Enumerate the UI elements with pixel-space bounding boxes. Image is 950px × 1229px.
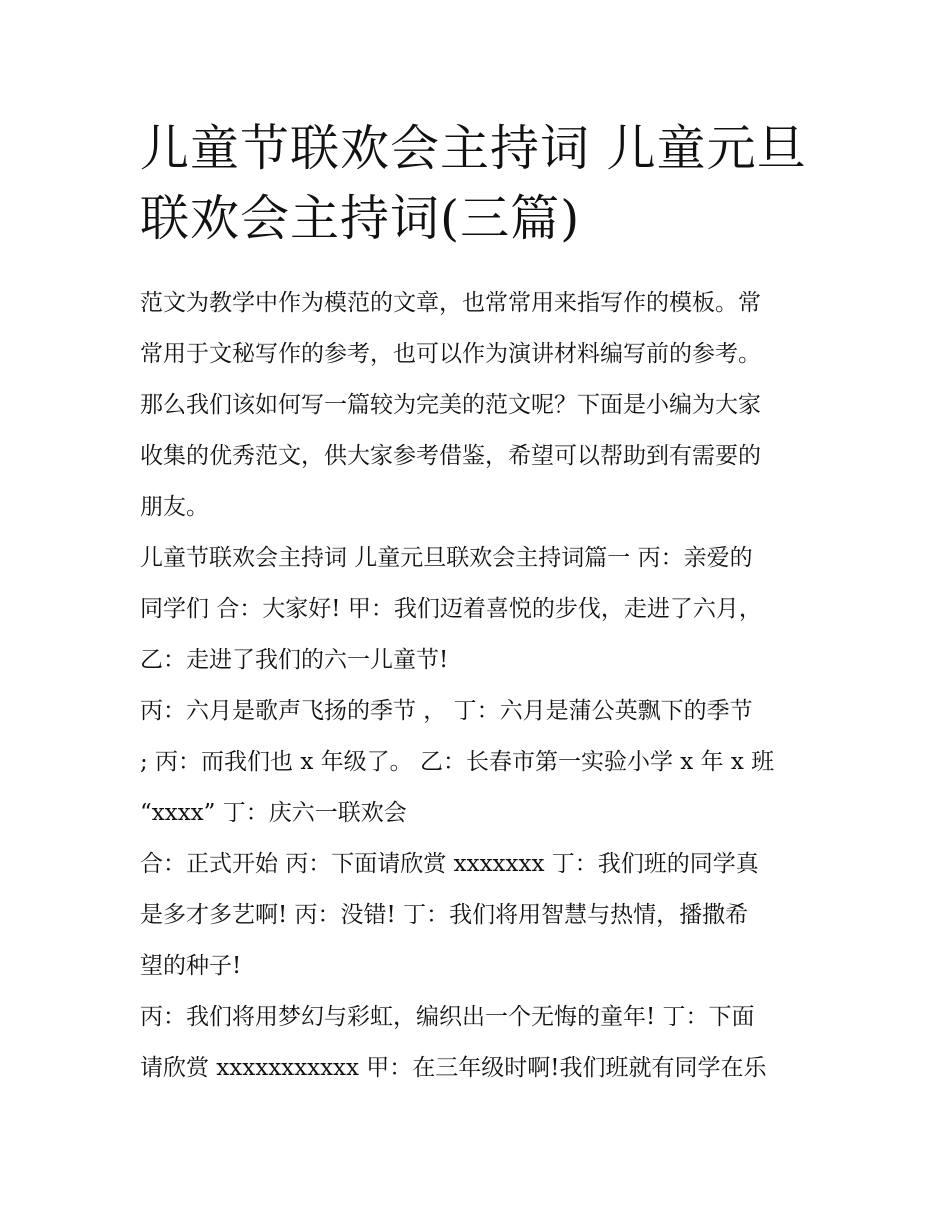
document-title xyxy=(140,114,820,254)
body-line: “xxxx” 丁：庆六一联欢会 xyxy=(140,800,407,826)
body-line: 常用于文秘写作的参考，也可以作为演讲材料编写前的参考。 xyxy=(140,341,761,367)
title-line: 儿童节联欢会主持词 儿童元旦 xyxy=(140,120,807,177)
body-line: 朋友。 xyxy=(140,494,209,520)
body-line: 请欣赏 xxxxxxxxxxx 甲：在三年级时啊!我们班就有同学在乐 xyxy=(140,1055,767,1081)
body-line: 同学们 合：大家好! 甲：我们迈着喜悦的步伐，走进了六月， xyxy=(140,596,762,622)
body-line: 那么我们该如何写一篇较为完美的范文呢？下面是小编为大家 xyxy=(140,392,761,418)
body-line: ; 丙：而我们也 x 年级了。 乙：长春市第一实验小学 x 年 x 班 xyxy=(140,749,775,775)
body-line: 是多才多艺啊! 丙：没错! 丁：我们将用智慧与热情，播撒希 xyxy=(140,902,749,928)
body-line: 望的种子! xyxy=(140,953,242,979)
body-line: 乙：走进了我们的六一儿童节! xyxy=(140,647,449,673)
body-line: 丙：我们将用梦幻与彩虹，编织出一个无悔的童年! 丁：下面 xyxy=(140,1004,755,1030)
title-line: 联欢会主持词(三篇) xyxy=(140,190,581,247)
body-line: 收集的优秀范文，供大家参考借鉴，希望可以帮助到有需要的 xyxy=(140,443,761,469)
document-body xyxy=(140,278,820,1094)
body-line: 合：正式开始 丙：下面请欣赏 xxxxxxx 丁：我们班的同学真 xyxy=(140,851,759,877)
body-line: 儿童节联欢会主持词 儿童元旦联欢会主持词篇一 丙：亲爱的 xyxy=(140,545,753,571)
body-line: 丙：六月是歌声飞扬的季节 ， 丁：六月是蒲公英飘下的季节 xyxy=(140,698,753,724)
body-line: 范文为教学中作为模范的文章，也常常用来指写作的模板。常 xyxy=(140,290,761,316)
